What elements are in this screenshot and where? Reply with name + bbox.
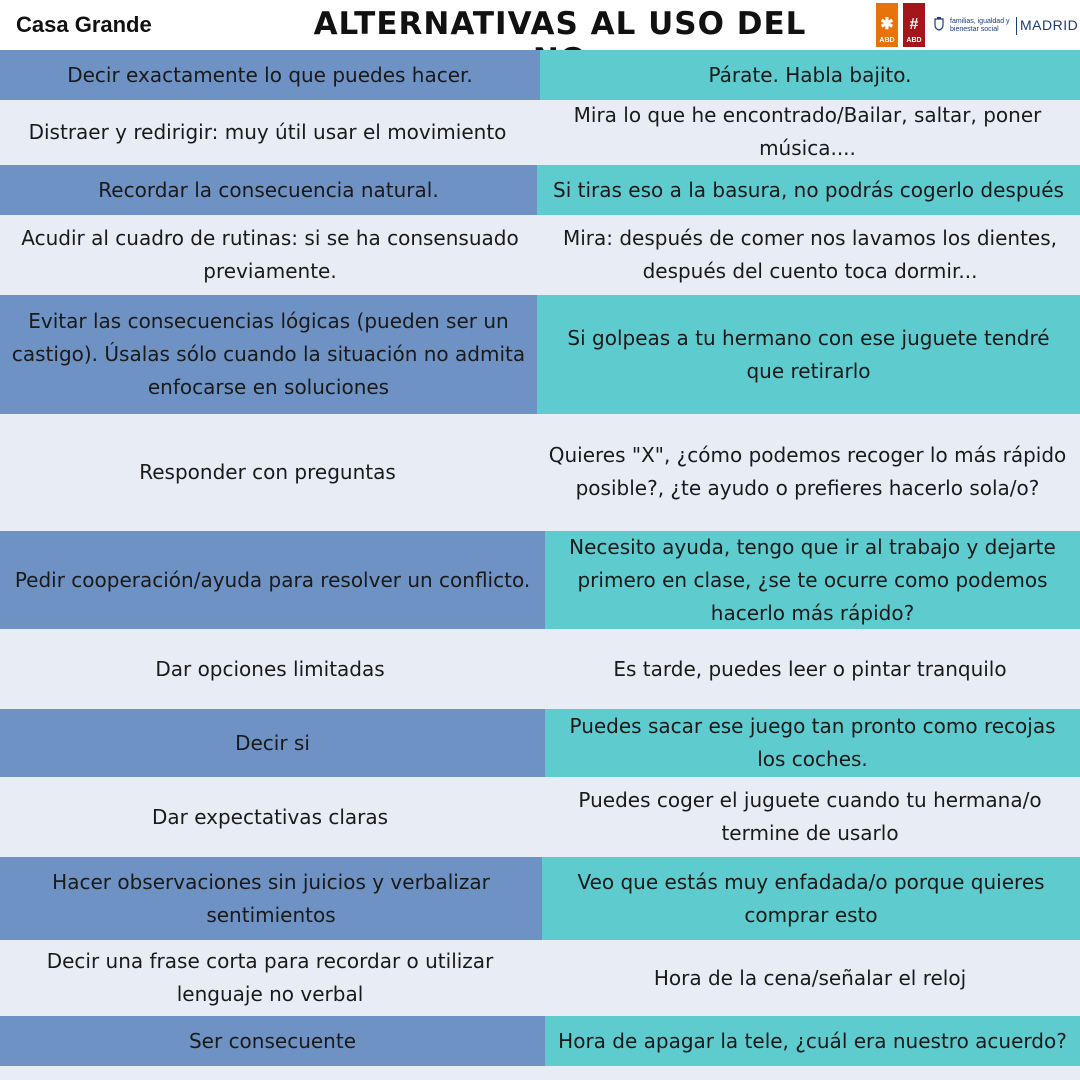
example-cell: Hora de apagar la tele, ¿cuál era nuestro acuerdo? xyxy=(545,1016,1080,1066)
strategy-cell: Decir si xyxy=(0,709,545,777)
abd-logo-text: ABD xyxy=(879,37,895,44)
example-cell: Necesito ayuda, tengo que ir al trabajo y dejarte primero en clase, ¿se te ocurre como podemos hacerlo más rápido? xyxy=(545,531,1080,629)
logo-divider xyxy=(1016,17,1017,35)
abd-figure-icon: ✱ xyxy=(880,16,894,33)
table-row xyxy=(0,165,1080,215)
example-cell: Veo que estás muy enfadada/o porque quieres comprar esto xyxy=(542,857,1080,940)
table-row xyxy=(0,414,1080,530)
table-row xyxy=(0,709,1080,777)
strategy-cell: Pedir cooperación/ayuda para resolver un conflicto. xyxy=(0,531,545,629)
madrid-wordmark: MADRID xyxy=(1020,17,1079,33)
example-cell: Puedes coger el juguete cuando tu hermana/o termine de usarlo xyxy=(540,777,1080,857)
table-row xyxy=(0,940,1080,1016)
strategy-cell: Recordar la consecuencia natural. xyxy=(0,165,537,215)
abd-logo-text-2: ABD xyxy=(906,37,922,44)
madrid-department: familias, igualdad y bienestar social xyxy=(950,18,1010,33)
page-title: ALTERNATIVAS AL USO DEL xyxy=(313,6,807,42)
brand-name: Casa Grande xyxy=(16,12,152,37)
table-row xyxy=(0,531,1080,629)
table-row xyxy=(0,295,1080,414)
strategy-cell: Ser consecuente xyxy=(0,1016,545,1066)
strategy-cell: Evitar las consecuencias lógicas (pueden ser un castigo). Úsalas sólo cuando la situación no admita enfocarse en soluciones xyxy=(0,295,537,414)
strategy-cell: Distraer y redirigir: muy útil usar el movimiento xyxy=(0,100,535,164)
table-row xyxy=(0,100,1080,164)
strategy-cell: Dar expectativas claras xyxy=(0,777,540,857)
table-row xyxy=(0,50,1080,100)
example-cell: Mira lo que he encontrado/Bailar, saltar, poner música.... xyxy=(535,100,1080,164)
strategy-cell: Decir exactamente lo que puedes hacer. xyxy=(0,50,540,100)
example-cell: Hora de la cena/señalar el reloj xyxy=(540,940,1080,1016)
strategy-cell: Acudir al cuadro de rutinas: si se ha consensuado previamente. xyxy=(0,215,540,295)
table-row xyxy=(0,1016,1080,1066)
table-row xyxy=(0,215,1080,295)
table-row xyxy=(0,629,1080,709)
abd-logo-red xyxy=(903,3,925,47)
example-cell: Si golpeas a tu hermano con ese juguete tendré que retirarlo xyxy=(537,295,1080,414)
example-cell: Es tarde, puedes leer o pintar tranquilo xyxy=(540,629,1080,709)
strategy-cell: Hacer observaciones sin juicios y verbalizar sentimientos xyxy=(0,857,542,940)
header-bar xyxy=(0,0,1080,50)
abd-logo-orange xyxy=(876,3,898,47)
strategy-cell: Responder con preguntas xyxy=(0,414,535,530)
table-row xyxy=(0,777,1080,857)
example-cell: Mira: después de comer nos lavamos los dientes, después del cuento toca dormir... xyxy=(540,215,1080,295)
madrid-crest-icon xyxy=(934,17,944,31)
example-cell: Puedes sacar ese juego tan pronto como recojas los coches. xyxy=(545,709,1080,777)
strategy-cell: Decir una frase corta para recordar o utilizar lenguaje no verbal xyxy=(0,940,540,1016)
strategy-cell: Dar opciones limitadas xyxy=(0,629,540,709)
table-row xyxy=(0,857,1080,940)
example-cell: Quieres "X", ¿cómo podemos recoger lo más rápido posible?, ¿te ayudo o prefieres hacerlo sola/o? xyxy=(535,414,1080,530)
example-cell: Si tiras eso a la basura, no podrás cogerlo después xyxy=(537,165,1080,215)
abd-hash-icon: # xyxy=(909,16,919,33)
example-cell: Párate. Habla bajito. xyxy=(540,50,1080,100)
